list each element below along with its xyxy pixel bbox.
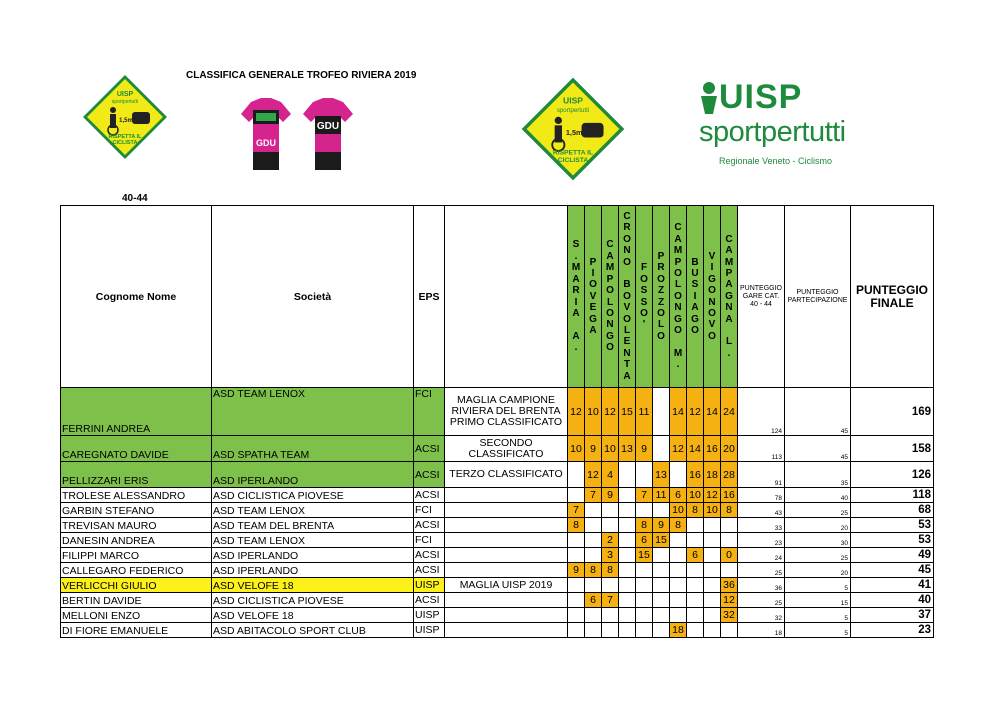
race-score — [619, 533, 636, 548]
uisp-logo-sport: sportpertutti — [699, 116, 846, 148]
points-category: 32 — [738, 608, 785, 623]
athlete-eps: UISP — [414, 623, 445, 638]
race-score — [568, 608, 585, 623]
race-score — [704, 593, 721, 608]
col-header-race — [568, 206, 585, 388]
race-score — [721, 563, 738, 578]
points-final: 49 — [851, 548, 934, 563]
athlete-eps: UISP — [414, 608, 445, 623]
athlete-eps: UISP — [414, 578, 445, 593]
race-score — [636, 593, 653, 608]
table-row — [61, 436, 934, 462]
athlete-name: DI FIORE EMANUELE — [61, 623, 212, 638]
race-score — [585, 518, 602, 533]
race-score: 10 — [704, 503, 721, 518]
race-score — [619, 548, 636, 563]
race-score — [721, 533, 738, 548]
race-name-vertical: V I G O N O V O — [708, 250, 716, 342]
col-header-note — [445, 206, 568, 388]
race-score — [585, 548, 602, 563]
race-score: 8 — [602, 563, 619, 578]
points-final: 53 — [851, 518, 934, 533]
points-final: 45 — [851, 563, 934, 578]
athlete-note — [445, 623, 568, 638]
col-header-points-cat: PUNTEGGIO GARE CAT. 40 - 44 — [738, 206, 785, 388]
points-participation: 25 — [785, 503, 851, 518]
table-row — [61, 388, 934, 436]
race-score: 13 — [653, 462, 670, 488]
race-score: 16 — [721, 488, 738, 503]
race-score: 15 — [619, 388, 636, 436]
race-score — [602, 578, 619, 593]
race-score — [670, 548, 687, 563]
sign-sport-text: sportpertutti — [111, 99, 139, 105]
sign2-text-line1: RISPETTA IL — [552, 149, 594, 157]
race-score: 6 — [687, 548, 704, 563]
points-final: 158 — [851, 436, 934, 462]
col-header-race — [653, 206, 670, 388]
race-score — [619, 563, 636, 578]
race-score — [687, 578, 704, 593]
race-score — [602, 518, 619, 533]
points-participation: 20 — [785, 563, 851, 578]
race-name-vertical: C A M P O L O N G O M . — [673, 222, 683, 371]
race-score: 10 — [568, 436, 585, 462]
col-header-race — [687, 206, 704, 388]
points-participation: 40 — [785, 488, 851, 503]
points-participation: 5 — [785, 623, 851, 638]
race-score: 7 — [602, 593, 619, 608]
race-score: 6 — [670, 488, 687, 503]
sign2-uisp-text: UISP — [563, 95, 583, 106]
athlete-name: MELLONI ENZO — [61, 608, 212, 623]
points-category: 36 — [738, 578, 785, 593]
athlete-note — [445, 548, 568, 563]
race-score — [619, 608, 636, 623]
points-final: 68 — [851, 503, 934, 518]
points-category: 124 — [738, 388, 785, 436]
col-header-name: Cognome Nome — [61, 206, 212, 388]
sign2-sport-text: sportpertutti — [556, 106, 590, 114]
race-score — [687, 563, 704, 578]
race-score — [670, 462, 687, 488]
race-score: 7 — [636, 488, 653, 503]
athlete-name: TREVISAN MAURO — [61, 518, 212, 533]
race-score: 20 — [721, 436, 738, 462]
athlete-society: ASD TEAM LENOX — [212, 503, 414, 518]
athlete-eps: ACSI — [414, 488, 445, 503]
table-row — [61, 462, 934, 488]
race-name-vertical: C A M P A G N A L . — [724, 233, 734, 359]
sign2-text-line2: CICLISTA — [557, 157, 589, 164]
table-header-row — [61, 206, 934, 388]
athlete-name: TROLESE ALESSANDRO — [61, 488, 212, 503]
race-score: 28 — [721, 462, 738, 488]
race-score — [602, 608, 619, 623]
race-score — [687, 623, 704, 638]
points-category: 78 — [738, 488, 785, 503]
points-participation: 5 — [785, 608, 851, 623]
athlete-society: ASD ABITACOLO SPORT CLUB — [212, 623, 414, 638]
athlete-name: DANESIN ANDREA — [61, 533, 212, 548]
race-score: 7 — [568, 503, 585, 518]
athlete-society: ASD TEAM LENOX — [212, 388, 414, 436]
athlete-eps: ACSI — [414, 563, 445, 578]
race-score — [585, 533, 602, 548]
points-participation: 45 — [785, 436, 851, 462]
points-final: 37 — [851, 608, 934, 623]
race-score — [653, 388, 670, 436]
athlete-note — [445, 593, 568, 608]
race-name-vertical: B U S I A G O — [691, 256, 699, 337]
points-participation: 30 — [785, 533, 851, 548]
col-header-society: Società — [212, 206, 414, 388]
points-final: 126 — [851, 462, 934, 488]
athlete-note — [445, 563, 568, 578]
race-score — [636, 608, 653, 623]
race-score: 10 — [585, 388, 602, 436]
race-score — [653, 563, 670, 578]
race-score — [670, 593, 687, 608]
points-final: 41 — [851, 578, 934, 593]
race-score: 9 — [636, 436, 653, 462]
points-category: 113 — [738, 436, 785, 462]
race-score — [568, 533, 585, 548]
points-category: 23 — [738, 533, 785, 548]
points-final: 53 — [851, 533, 934, 548]
athlete-society: ASD SPATHA TEAM — [212, 436, 414, 462]
race-score: 4 — [602, 462, 619, 488]
uisp-runner-icon — [697, 80, 721, 116]
athlete-note — [445, 608, 568, 623]
race-score — [653, 436, 670, 462]
sign-text-line2: CICLISTA — [112, 140, 138, 146]
race-score — [653, 623, 670, 638]
uisp-logo-region: Regionale Veneto - Ciclismo — [719, 156, 833, 166]
col-header-eps: EPS — [414, 206, 445, 388]
jersey-image — [237, 96, 357, 181]
table-row — [61, 593, 934, 608]
race-score — [568, 593, 585, 608]
race-score — [619, 462, 636, 488]
athlete-name: PELLIZZARI ERIS — [61, 462, 212, 488]
athlete-name: BERTIN DAVIDE — [61, 593, 212, 608]
col-header-race — [602, 206, 619, 388]
race-score — [636, 563, 653, 578]
race-score — [704, 518, 721, 533]
race-score — [568, 488, 585, 503]
race-score: 8 — [568, 518, 585, 533]
uisp-logo — [697, 78, 867, 168]
document-title: CLASSIFICA GENERALE TROFEO RIVIERA 2019 — [186, 70, 417, 81]
jersey-back-text: GDU — [316, 121, 340, 132]
race-name-vertical: P R O Z Z O L O — [657, 250, 665, 342]
points-participation: 15 — [785, 593, 851, 608]
col-header-race — [721, 206, 738, 388]
points-category: 91 — [738, 462, 785, 488]
race-score — [568, 623, 585, 638]
race-score: 12 — [670, 436, 687, 462]
race-name-vertical: C R O N O B O V O L E N T A — [623, 210, 631, 382]
table-row — [61, 548, 934, 563]
race-score: 18 — [704, 462, 721, 488]
athlete-note — [445, 533, 568, 548]
race-score — [585, 623, 602, 638]
race-score: 6 — [636, 533, 653, 548]
race-name-vertical: P I O V E G A — [589, 256, 597, 337]
race-score — [704, 548, 721, 563]
race-score: 8 — [721, 503, 738, 518]
col-header-race — [585, 206, 602, 388]
race-score: 9 — [602, 488, 619, 503]
table-row — [61, 503, 934, 518]
race-score: 14 — [704, 388, 721, 436]
athlete-note — [445, 503, 568, 518]
race-score — [636, 623, 653, 638]
col-header-race — [704, 206, 721, 388]
athlete-note: MAGLIA UISP 2019 — [445, 578, 568, 593]
race-score — [568, 462, 585, 488]
race-score: 12 — [721, 593, 738, 608]
col-header-final: PUNTEGGIO FINALE — [851, 206, 934, 388]
table-row — [61, 578, 934, 593]
points-final: 118 — [851, 488, 934, 503]
race-score: 12 — [602, 388, 619, 436]
race-score — [653, 578, 670, 593]
race-score: 10 — [687, 488, 704, 503]
race-score: 15 — [636, 548, 653, 563]
race-score — [653, 593, 670, 608]
race-score: 32 — [721, 608, 738, 623]
race-score: 15 — [653, 533, 670, 548]
race-score — [704, 608, 721, 623]
race-score: 12 — [704, 488, 721, 503]
athlete-name: VERLICCHI GIULIO — [61, 578, 212, 593]
points-final: 169 — [851, 388, 934, 436]
race-score — [653, 503, 670, 518]
race-score: 12 — [687, 388, 704, 436]
race-score — [619, 578, 636, 593]
athlete-eps: FCI — [414, 388, 445, 436]
points-participation: 20 — [785, 518, 851, 533]
col-header-race — [670, 206, 687, 388]
race-score — [636, 578, 653, 593]
athlete-note: SECONDO CLASSIFICATO — [445, 436, 568, 462]
race-score — [704, 563, 721, 578]
race-score — [721, 623, 738, 638]
table-row — [61, 623, 934, 638]
athlete-name: GARBIN STEFANO — [61, 503, 212, 518]
table-row — [61, 608, 934, 623]
race-score: 2 — [602, 533, 619, 548]
race-score — [653, 548, 670, 563]
race-score: 10 — [602, 436, 619, 462]
race-score — [619, 623, 636, 638]
athlete-name: CALLEGARO FEDERICO — [61, 563, 212, 578]
race-score: 8 — [670, 518, 687, 533]
points-participation: 45 — [785, 388, 851, 436]
race-score — [721, 518, 738, 533]
sign-distance-text: 1,5m — [119, 118, 133, 124]
athlete-name: FERRINI ANDREA — [61, 388, 212, 436]
athlete-note — [445, 488, 568, 503]
race-score — [568, 548, 585, 563]
race-score — [568, 578, 585, 593]
race-score — [619, 593, 636, 608]
race-score: 9 — [568, 563, 585, 578]
race-score: 14 — [670, 388, 687, 436]
race-score: 0 — [721, 548, 738, 563]
race-score: 16 — [704, 436, 721, 462]
athlete-eps: ACSI — [414, 436, 445, 462]
race-score: 9 — [585, 436, 602, 462]
race-score: 8 — [585, 563, 602, 578]
race-score: 7 — [585, 488, 602, 503]
athlete-society: ASD CICLISTICA PIOVESE — [212, 488, 414, 503]
table-row — [61, 518, 934, 533]
race-score — [687, 533, 704, 548]
athlete-name: CAREGNATO DAVIDE — [61, 436, 212, 462]
race-score — [619, 488, 636, 503]
race-score — [687, 608, 704, 623]
race-score: 8 — [636, 518, 653, 533]
athlete-society: ASD VELOFE 18 — [212, 578, 414, 593]
points-category: 43 — [738, 503, 785, 518]
race-score: 14 — [687, 436, 704, 462]
col-header-race — [636, 206, 653, 388]
race-score: 18 — [670, 623, 687, 638]
points-category: 25 — [738, 593, 785, 608]
athlete-eps: ACSI — [414, 462, 445, 488]
athlete-society: ASD IPERLANDO — [212, 563, 414, 578]
points-final: 40 — [851, 593, 934, 608]
sign2-distance-text: 1,5m — [565, 128, 583, 138]
race-score — [670, 608, 687, 623]
race-score — [619, 503, 636, 518]
race-name-vertical: F O S S O ' — [640, 262, 648, 331]
race-score — [602, 623, 619, 638]
athlete-eps: ACSI — [414, 518, 445, 533]
race-score — [704, 578, 721, 593]
race-score — [653, 608, 670, 623]
athlete-eps: FCI — [414, 533, 445, 548]
race-score — [670, 533, 687, 548]
race-score: 12 — [568, 388, 585, 436]
race-score: 6 — [585, 593, 602, 608]
race-score: 8 — [687, 503, 704, 518]
race-score: 12 — [585, 462, 602, 488]
race-score — [704, 623, 721, 638]
ranking-table — [60, 205, 934, 638]
athlete-society: ASD VELOFE 18 — [212, 608, 414, 623]
points-category: 25 — [738, 563, 785, 578]
athlete-note: TERZO CLASSIFICATO — [445, 462, 568, 488]
table-row — [61, 488, 934, 503]
athlete-society: ASD TEAM DEL BRENTA — [212, 518, 414, 533]
race-score: 36 — [721, 578, 738, 593]
sign-text-line1: RISPETTA IL — [108, 134, 142, 140]
race-score: 24 — [721, 388, 738, 436]
points-category: 18 — [738, 623, 785, 638]
athlete-eps: FCI — [414, 503, 445, 518]
race-score: 11 — [653, 488, 670, 503]
race-score — [636, 462, 653, 488]
uisp-logo-title: UISP — [719, 78, 803, 116]
race-score — [687, 518, 704, 533]
race-score: 13 — [619, 436, 636, 462]
race-score: 10 — [670, 503, 687, 518]
athlete-name: FILIPPI MARCO — [61, 548, 212, 563]
points-participation: 25 — [785, 548, 851, 563]
athlete-note — [445, 518, 568, 533]
race-score — [704, 533, 721, 548]
sign-uisp-text: UISP — [116, 91, 134, 98]
points-participation: 35 — [785, 462, 851, 488]
race-score — [670, 578, 687, 593]
rispetta-ciclista-logo-left — [80, 72, 170, 162]
race-score — [585, 608, 602, 623]
jersey-front-text: GDU — [256, 138, 276, 148]
athlete-note: MAGLIA CAMPIONE RIVIERA DEL BRENTA PRIMO CLASSIFICATO — [445, 388, 568, 436]
points-category: 33 — [738, 518, 785, 533]
athlete-society: ASD CICLISTICA PIOVESE — [212, 593, 414, 608]
athlete-society: ASD IPERLANDO — [212, 548, 414, 563]
rispetta-ciclista-logo-center — [518, 74, 628, 184]
race-score — [687, 593, 704, 608]
race-score — [585, 578, 602, 593]
col-header-points-part: PUNTEGGIO PARTECIPAZIONE — [785, 206, 851, 388]
athlete-society: ASD TEAM LENOX — [212, 533, 414, 548]
race-name-vertical: S . M A R I A A . — [571, 239, 581, 354]
race-score: 9 — [653, 518, 670, 533]
col-header-race — [619, 206, 636, 388]
race-score — [636, 503, 653, 518]
athlete-eps: ACSI — [414, 593, 445, 608]
category-label: 40-44 — [122, 193, 148, 204]
race-score — [602, 503, 619, 518]
points-final: 23 — [851, 623, 934, 638]
athlete-society: ASD IPERLANDO — [212, 462, 414, 488]
race-name-vertical: C A M P O L O N G O — [605, 239, 615, 354]
race-score: 16 — [687, 462, 704, 488]
race-score: 11 — [636, 388, 653, 436]
athlete-eps: ACSI — [414, 548, 445, 563]
table-row — [61, 563, 934, 578]
race-score — [670, 563, 687, 578]
points-participation: 5 — [785, 578, 851, 593]
race-score — [619, 518, 636, 533]
points-category: 24 — [738, 548, 785, 563]
race-score — [585, 503, 602, 518]
table-row — [61, 533, 934, 548]
race-score: 3 — [602, 548, 619, 563]
